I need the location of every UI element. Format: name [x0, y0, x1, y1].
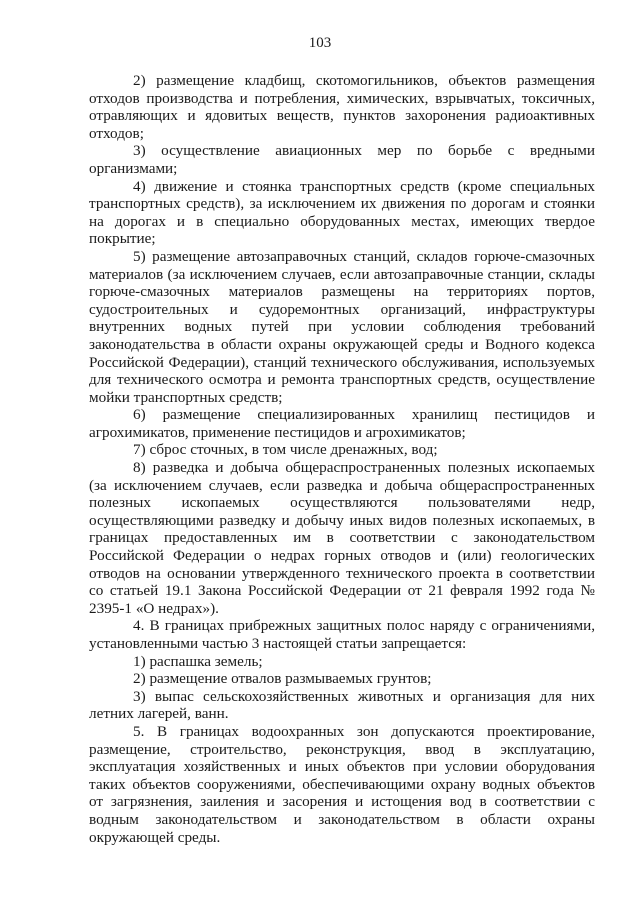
paragraph-item-7-wastewater: 7) сброс сточных, в том числе дренажных, вод;	[133, 441, 438, 459]
paragraph-section-4: 4. В границах прибрежных защитных полос наряду с ограничениями, установленными частью 3 настоящей статьи запрещается:	[89, 617, 595, 652]
paragraph-item-6-pesticides: 6) размещение специализированных хранилищ пестицидов и агрохимикатов, применение пестицидов и агрохимикатов;	[89, 406, 595, 441]
document-body	[89, 72, 595, 846]
paragraph-item-4-vehicles: 4) движение и стоянка транспортных средств (кроме специальных транспортных средств), за исключением их движения по дорогам и стоянки на дорогах и в специально оборудованных местах, имеющих твердое покрытие;	[89, 177, 595, 248]
paragraph-section-5: 5. В границах водоохранных зон допускаются проектирование, размещение, строительство, реконструкция, ввод в эксплуатацию, эксплуатация хозяйственных и иных объектов при условии оборудования таких объектов сооружениями, обеспечивающими охрану водных объектов от загрязнения, заиления и засорения и истощения вод в соответствии с водным законодательством и законодательством в области охраны окружающей среды.	[89, 722, 595, 846]
paragraph-item-5-fuel-stations: 5) размещение автозаправочных станций, складов горюче-смазочных материалов (за исключением случаев, если автозаправочные станции, склады горюче-смазочных материалов размещены на территориях портов, судостроительных и судоремонтных организаций, инфраструктуры внутренних водных путей при условии соблюдения требований законодательства в области охраны окружающей среды и Водного кодекса Российской Федерации), станций технического обслуживания, используемых для технического осмотра и ремонта транспортных средств, осуществление мойки транспортных средств;	[89, 247, 595, 406]
paragraph-item-2-dumps: 2) размещение отвалов размываемых грунтов;	[133, 670, 432, 688]
paragraph-item-2-cemeteries: 2) размещение кладбищ, скотомогильников, объектов размещения отходов производства и потребления, химических, взрывчатых, токсичных, отравляющих и ядовитых веществ, пунктов захоронения радиоактивных отходов;	[89, 72, 595, 142]
paragraph-item-3-aviation: 3) осуществление авиационных мер по борьбе с вредными организмами;	[89, 142, 595, 177]
paragraph-item-1-plowing: 1) распашка земель;	[133, 652, 263, 670]
paragraph-item-8-mining: 8) разведка и добыча общераспространенных полезных ископаемых (за исключением случаев, если разведка и добыча общераспространенных полезных ископаемых осуществляются пользователями недр, осуществляющими разведку и добычу иных видов полезных ископаемых, в границах предоставленных им в соответствии с законодательством Российской Федерации о недрах горных отводов и (или) геологических отводов на основании утвержденного технического проекта в соответствии со статьей 19.1 Закона Российской Федерации от 21 февраля 1992 года № 2395-1 «О недрах»).	[89, 459, 595, 617]
page-number: 103	[308, 35, 332, 51]
paragraph-item-3-grazing: 3) выпас сельскохозяйственных животных и организация для них летних лагерей, ванн.	[89, 687, 595, 723]
